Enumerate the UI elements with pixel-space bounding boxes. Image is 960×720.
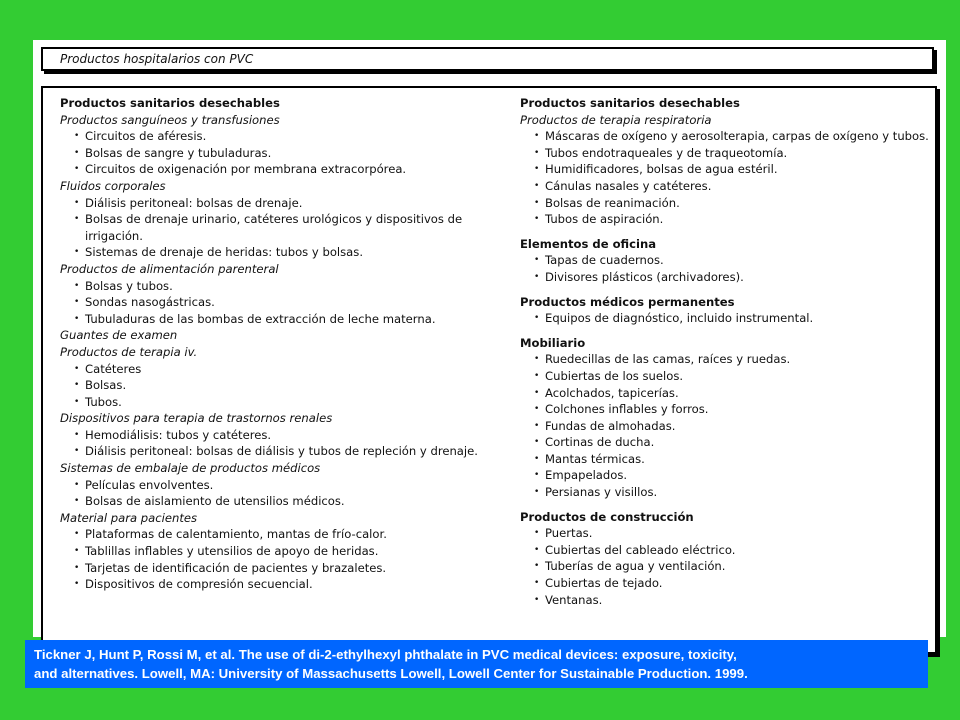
subsection-heading: Productos de terapia respiratoria [520, 112, 712, 127]
list-item: • Empapelados. [520, 467, 930, 484]
list-item: • Equipos de diagnóstico, incluido instrumental. [520, 310, 930, 327]
list-item: • Bolsas y tubos. [60, 278, 490, 295]
section-heading: Mobiliario [520, 335, 586, 350]
list-item: • Cubiertas del cableado eléctrico. [520, 542, 930, 559]
list-item: • Películas envolventes. [60, 477, 490, 494]
citation-line-2: and alternatives. Lowell, MA: University of Massachusetts Lowell, Lowell Center for Sustainable Production. 1999. [34, 666, 748, 681]
list-item: • Bolsas de reanimación. [520, 195, 930, 212]
list-item: • Diálisis peritoneal: bolsas de diálisis y tubos de repleción y drenaje. [60, 443, 490, 460]
list-item: • Tapas de cuadernos. [520, 252, 930, 269]
list-item: • Acolchados, tapicerías. [520, 385, 930, 402]
list-item: • Cubiertas de tejado. [520, 575, 930, 592]
list-item: • Hemodiálisis: tubos y catéteres. [60, 427, 490, 444]
subsection-heading: Material para pacientes [60, 510, 198, 525]
list-item: • Sistemas de drenaje de heridas: tubos y bolsas. [60, 244, 490, 261]
subsection-heading: Guantes de examen [60, 328, 178, 343]
list-item: • Máscaras de oxígeno y aerosolterapia, carpas de oxígeno y tubos. [520, 128, 930, 145]
list-item: • Cubiertas de los suelos. [520, 368, 930, 385]
citation-line-1: Tickner J, Hunt P, Rossi M, et al. The use of di-2-ethylhexyl phthalate in PVC medical devices: exposure, toxicity, [34, 647, 737, 662]
list-item: • Colchones inflables y forros. [520, 401, 930, 418]
section-heading: Elementos de oficina [520, 236, 657, 251]
list-item: • Cánulas nasales y catéteres. [520, 178, 930, 195]
section-heading: Productos de construcción [520, 509, 694, 524]
list-item: • Bolsas de sangre y tubuladuras. [60, 145, 490, 162]
list-item: • Circuitos de aféresis. [60, 128, 490, 145]
subsection-heading: Fluidos corporales [60, 178, 166, 193]
subsection-heading: Productos sanguíneos y transfusiones [60, 112, 280, 127]
list-item: • Sondas nasogástricas. [60, 294, 490, 311]
list-item: • Cortinas de ducha. [520, 434, 930, 451]
list-item: • Bolsas de drenaje urinario, catéteres urológicos y dispositivos de irrigación. [60, 211, 490, 244]
right-column [520, 95, 930, 608]
list-item: • Tarjetas de identificación de pacientes y brazaletes. [60, 560, 490, 577]
list-item: • Tubos endotraqueales y de traqueotomía. [520, 145, 930, 162]
list-item: • Fundas de almohadas. [520, 418, 930, 435]
content-box [41, 86, 937, 654]
list-item: • Tablillas inflables y utensilios de apoyo de heridas. [60, 543, 490, 560]
section-heading: Productos sanitarios desechables [520, 96, 740, 110]
section-spacer [520, 286, 930, 294]
list-item: • Dispositivos de compresión secuencial. [60, 576, 490, 593]
list-item: • Bolsas de aislamiento de utensilios médicos. [60, 493, 490, 510]
subsection-heading: Sistemas de embalaje de productos médicos [60, 461, 321, 476]
list-item: • Diálisis peritoneal: bolsas de drenaje. [60, 195, 490, 212]
list-item: • Bolsas. [60, 377, 490, 394]
title-box [41, 47, 934, 71]
list-item: • Ruedecillas de las camas, raíces y ruedas. [520, 351, 930, 368]
list-item: • Tuberías de agua y ventilación. [520, 558, 930, 575]
list-item: • Tubos de aspiración. [520, 211, 930, 228]
list-item: • Plataformas de calentamiento, mantas de frío-calor. [60, 526, 490, 543]
document-sheet [33, 40, 946, 637]
list-item: • Mantas térmicas. [520, 451, 930, 468]
list-item: • Circuitos de oxigenación por membrana extracorpórea. [60, 161, 490, 178]
section-heading: Productos médicos permanentes [520, 294, 735, 309]
section-spacer [520, 327, 930, 335]
list-item: • Persianas y visillos. [520, 484, 930, 501]
document-title: Productos hospitalarios con PVC [60, 52, 254, 66]
list-item: • Tubuladuras de las bombas de extracción de leche materna. [60, 311, 490, 328]
list-item: • Ventanas. [520, 592, 930, 609]
list-item: • Puertas. [520, 525, 930, 542]
list-item: • Catéteres [60, 361, 490, 378]
subsection-heading: Productos de alimentación parenteral [60, 261, 279, 276]
section-spacer [520, 501, 930, 509]
list-item: • Tubos. [60, 394, 490, 411]
list-item: • Humidificadores, bolsas de agua estéril. [520, 161, 930, 178]
section-heading: Productos sanitarios desechables [60, 96, 280, 110]
left-column [60, 95, 490, 593]
subsection-heading: Dispositivos para terapia de trastornos renales [60, 411, 333, 426]
section-spacer [520, 228, 930, 236]
subsection-heading: Productos de terapia iv. [60, 344, 198, 359]
list-item: • Divisores plásticos (archivadores). [520, 269, 930, 286]
citation-box [25, 640, 928, 688]
